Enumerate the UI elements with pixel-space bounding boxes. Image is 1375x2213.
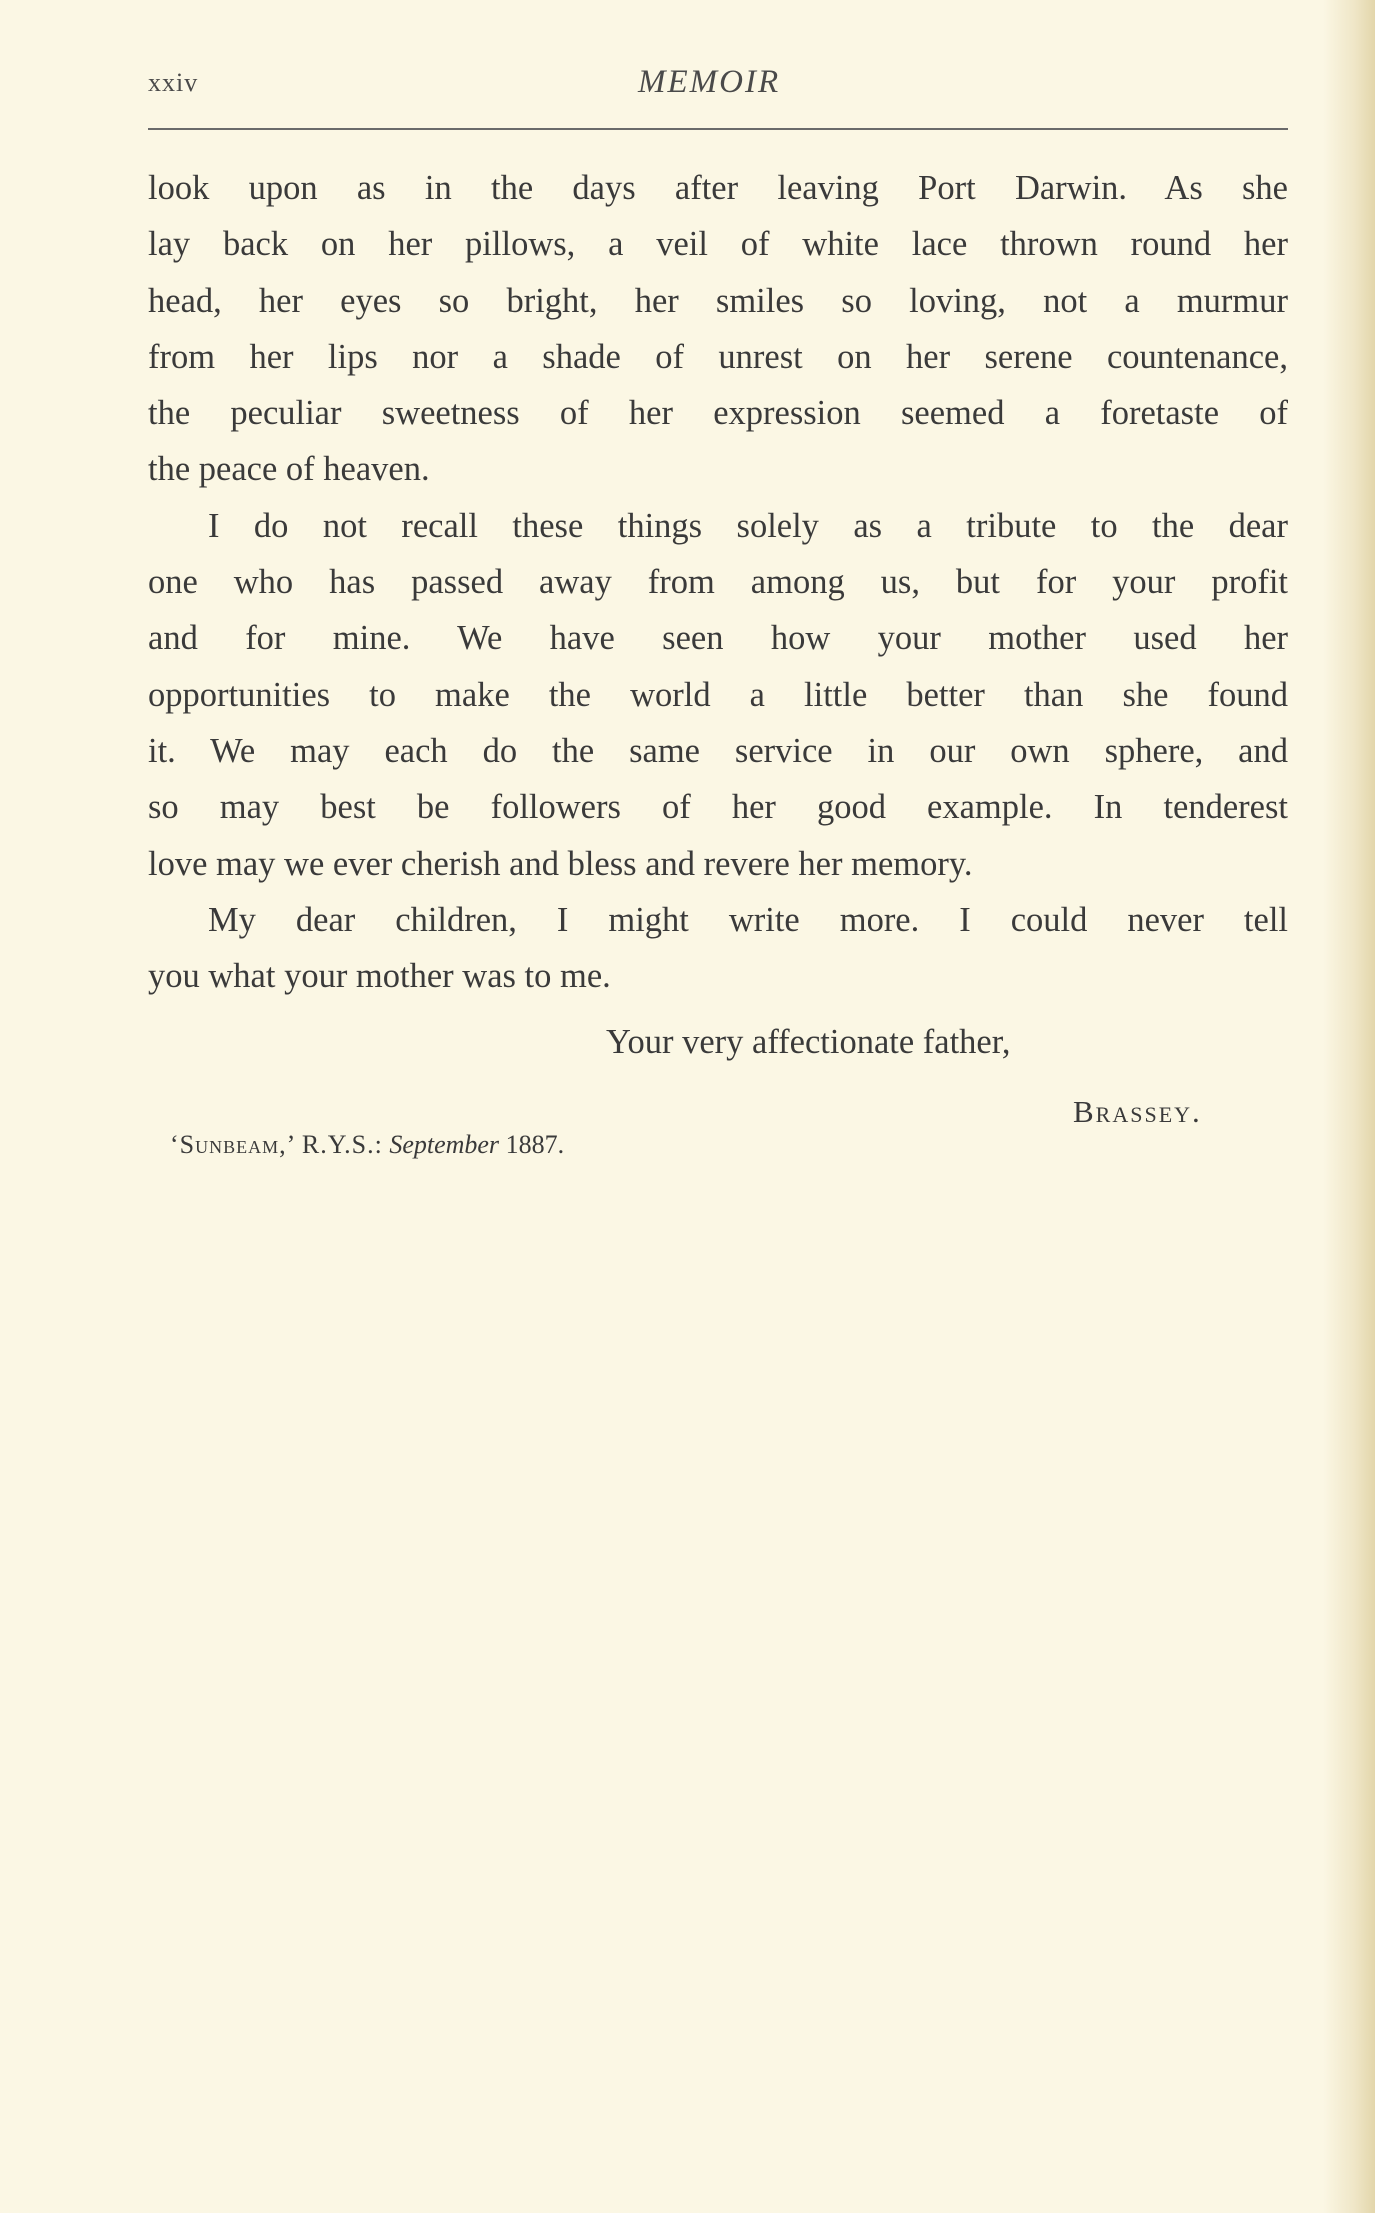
paragraph	[148, 160, 1288, 498]
text-line: you what your mother was to me.	[148, 957, 611, 996]
dateline	[170, 1130, 564, 1160]
page-edge-shadow	[1323, 0, 1375, 2213]
text-line: I do not recall these things solely as a tribute to the dear	[208, 506, 1288, 545]
text-line: so may best be followers of her good example. In tenderest	[148, 788, 1288, 827]
text-line: the peculiar sweetness of her expression seemed a foretaste of	[148, 394, 1288, 433]
body-text	[148, 160, 1288, 1004]
running-title: MEMOIR	[638, 64, 781, 100]
page-header	[148, 64, 1288, 116]
valediction: Your very affectionate father,	[606, 1023, 1011, 1061]
dateline-place: ‘Sunbeam,’ R.Y.S.:	[170, 1130, 383, 1159]
text-line: from her lips nor a shade of unrest on her serene countenance,	[148, 337, 1288, 376]
text-line: head, her eyes so bright, her smiles so loving, not a murmur	[148, 281, 1288, 320]
text-line: and for mine. We have seen how your mother used her	[148, 619, 1288, 658]
dateline-year: 1887.	[505, 1130, 565, 1159]
signature: Brassey.	[1073, 1094, 1202, 1129]
text-line: My dear children, I might write more. I could never tell	[208, 900, 1288, 939]
text-line: love may we ever cherish and bless and revere her memory.	[148, 844, 973, 883]
paragraph	[148, 498, 1288, 892]
text-line: one who has passed away from among us, but for your profit	[148, 563, 1288, 602]
page-number: xxiv	[148, 68, 199, 97]
text-line: look upon as in the days after leaving Port Darwin. As she	[148, 169, 1288, 207]
dateline-month: September	[389, 1130, 500, 1159]
header-rule	[148, 128, 1288, 130]
text-line: the peace of heaven.	[148, 450, 430, 489]
text-line: it. We may each do the same service in our own sphere, and	[148, 731, 1288, 770]
text-line: lay back on her pillows, a veil of white lace thrown round her	[148, 225, 1288, 264]
paragraph	[148, 892, 1288, 1005]
text-line: opportunities to make the world a little better than she found	[148, 675, 1288, 714]
